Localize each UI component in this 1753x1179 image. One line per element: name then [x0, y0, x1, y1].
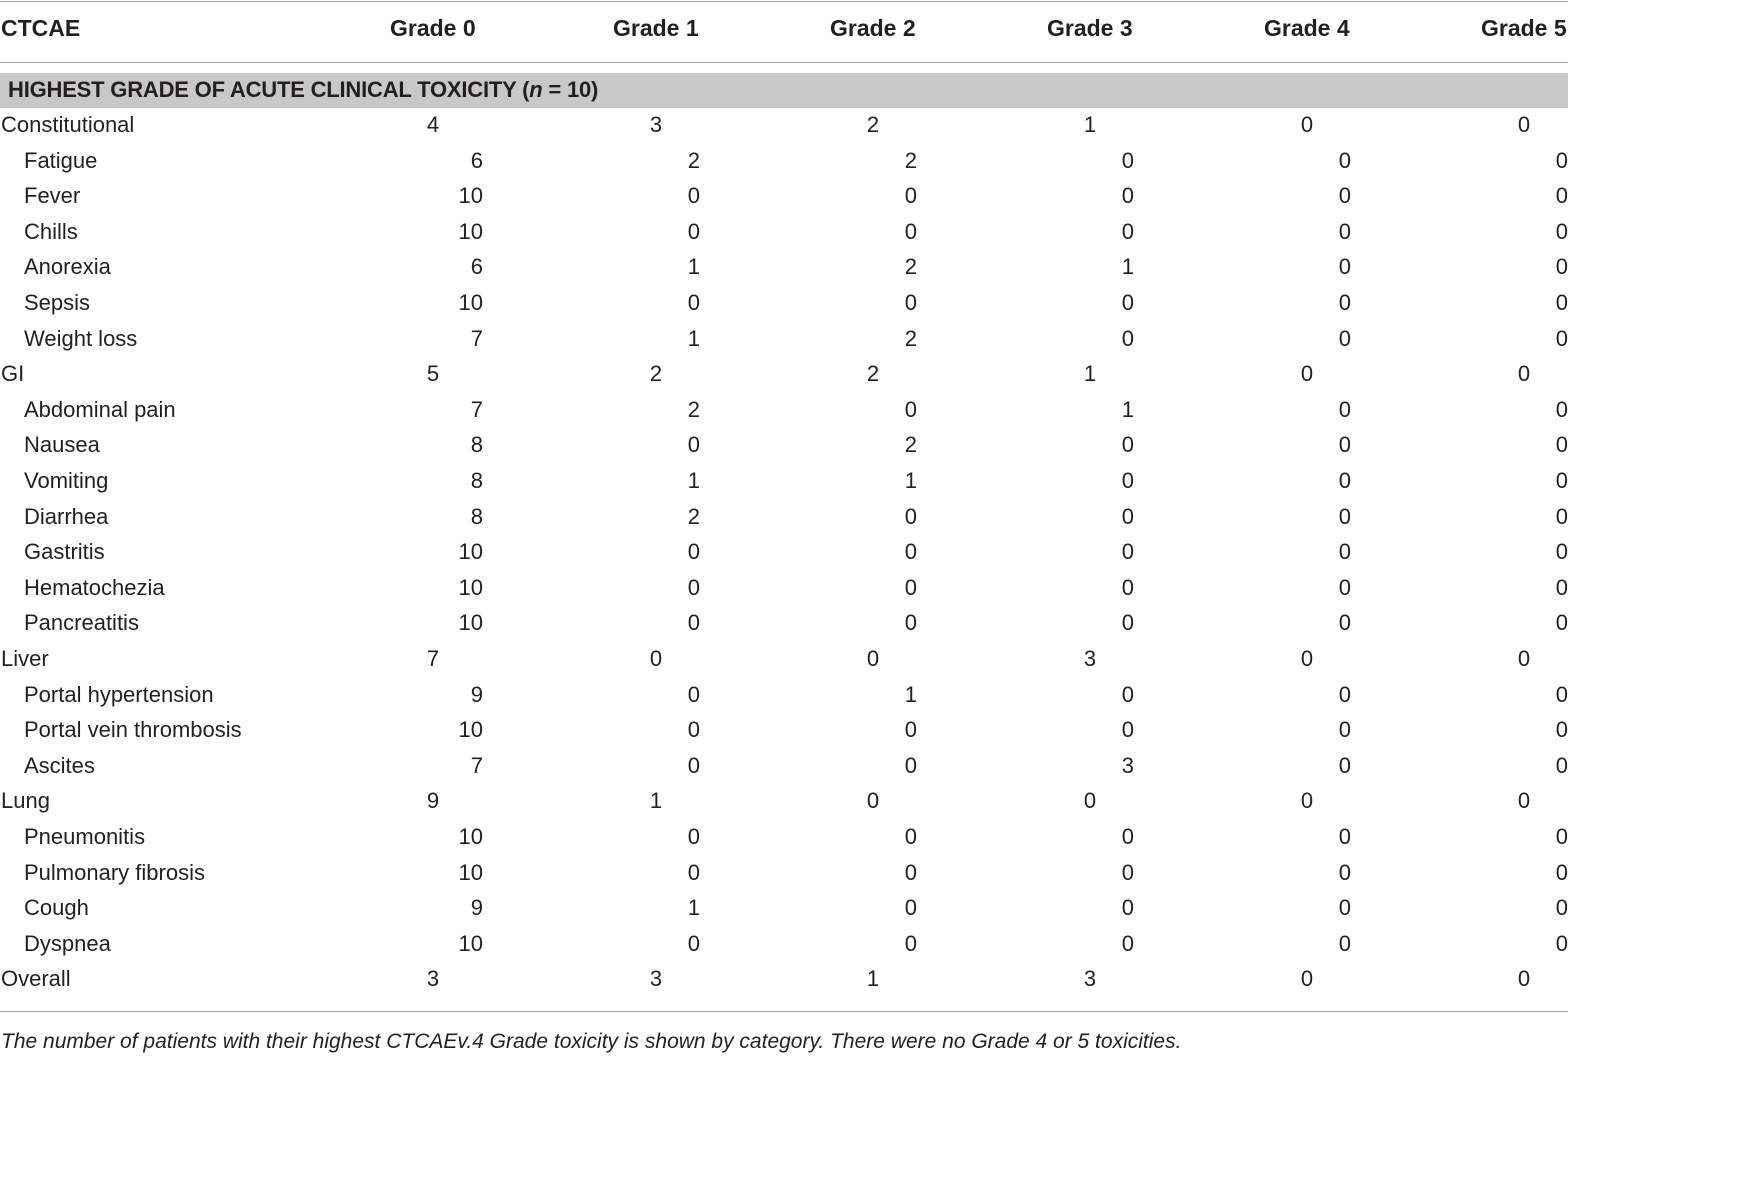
- cell-grade-3: 1: [1083, 361, 1097, 387]
- table-row: [0, 678, 1568, 714]
- cell-grade-5: 0: [1555, 254, 1568, 280]
- cell-grade-0: 3: [426, 966, 440, 992]
- cell-grade-1: 1: [687, 895, 700, 921]
- cell-grade-3: 0: [1121, 681, 1134, 707]
- cell-grade-5: 0: [1555, 325, 1568, 351]
- cell-grade-3: 0: [1121, 930, 1134, 956]
- table-row: [0, 393, 1568, 429]
- cell-grade-0: 6: [470, 254, 483, 280]
- section-n-variable: n: [529, 77, 543, 102]
- table-row: [0, 927, 1568, 963]
- cell-grade-1: 1: [687, 254, 700, 280]
- cell-grade-0: 10: [458, 717, 483, 743]
- row-label: Pneumonitis: [24, 824, 146, 849]
- row-label: Dyspnea: [24, 930, 111, 956]
- cell-grade-2: 0: [904, 183, 917, 209]
- cell-grade-3: 0: [1121, 503, 1134, 529]
- cell-grade-2: 1: [866, 966, 880, 992]
- row-label: Hematochezia: [24, 574, 165, 600]
- header-ctcae: CTCAE: [1, 15, 81, 41]
- cell-grade-1: 2: [687, 396, 700, 422]
- cell-grade-1: 3: [649, 966, 663, 992]
- cell-grade-2: 2: [866, 112, 880, 137]
- row-label: Abdominal pain: [24, 396, 176, 422]
- cell-grade-5: 0: [1555, 218, 1568, 244]
- cell-grade-3: 0: [1121, 325, 1134, 351]
- cell-grade-0: 5: [426, 361, 440, 387]
- cell-grade-3: 1: [1121, 396, 1134, 422]
- cell-grade-1: 0: [687, 183, 700, 209]
- table-header-row: [0, 0, 1568, 60]
- row-label: Gastritis: [24, 539, 105, 565]
- cell-grade-0: 10: [458, 290, 483, 315]
- table-row: [0, 713, 1568, 749]
- cell-grade-0: 9: [470, 895, 483, 921]
- table-row: [0, 606, 1568, 642]
- cell-grade-1: 0: [687, 824, 700, 849]
- row-label: Overall: [1, 966, 71, 992]
- cell-grade-4: 0: [1300, 788, 1314, 814]
- cell-grade-2: 0: [904, 218, 917, 244]
- cell-grade-2: 1: [904, 468, 917, 493]
- cell-grade-1: 0: [687, 432, 700, 458]
- cell-grade-2: 0: [904, 610, 917, 636]
- cell-grade-5: 0: [1517, 112, 1531, 137]
- cell-grade-5: 0: [1555, 183, 1568, 209]
- cell-grade-4: 0: [1338, 895, 1351, 921]
- cell-grade-3: 0: [1121, 610, 1134, 636]
- table-row: [0, 535, 1568, 571]
- table-row: [0, 500, 1568, 536]
- cell-grade-0: 7: [470, 325, 483, 351]
- cell-grade-2: 0: [904, 859, 917, 885]
- row-label: Fever: [24, 183, 81, 209]
- cell-grade-3: 1: [1083, 112, 1097, 137]
- cell-grade-1: 0: [687, 290, 700, 315]
- table-row: [0, 286, 1568, 322]
- header-grade-5: Grade 5: [1481, 15, 1567, 41]
- cell-grade-4: 0: [1338, 183, 1351, 209]
- cell-grade-1: 2: [687, 147, 700, 173]
- table-row: [0, 144, 1568, 180]
- header-grade-4: Grade 4: [1264, 15, 1350, 41]
- cell-grade-3: 3: [1121, 752, 1134, 778]
- cell-grade-0: 8: [470, 468, 483, 493]
- cell-grade-0: 10: [458, 539, 483, 565]
- cell-grade-5: 0: [1555, 752, 1568, 778]
- row-label: Liver: [1, 646, 49, 671]
- cell-grade-5: 0: [1555, 468, 1568, 493]
- cell-grade-4: 0: [1338, 218, 1351, 244]
- cell-grade-1: 0: [687, 610, 700, 636]
- cell-grade-4: 0: [1338, 752, 1351, 778]
- cell-grade-2: 0: [866, 788, 880, 814]
- cell-grade-1: 3: [649, 112, 663, 137]
- cell-grade-1: 0: [687, 539, 700, 565]
- cell-grade-5: 0: [1555, 824, 1568, 849]
- cell-grade-0: 10: [458, 610, 483, 636]
- cell-grade-0: 9: [426, 788, 440, 814]
- cell-grade-3: 3: [1083, 966, 1097, 992]
- cell-grade-2: 2: [904, 325, 917, 351]
- section-title: [8, 77, 598, 103]
- cell-grade-2: 0: [904, 895, 917, 921]
- table-row: [0, 962, 1568, 998]
- table-row: [0, 749, 1568, 785]
- row-label: GI: [1, 361, 25, 387]
- cell-grade-2: 0: [904, 930, 917, 956]
- table-row: [0, 179, 1568, 215]
- cell-grade-4: 0: [1338, 610, 1351, 636]
- cell-grade-0: 9: [470, 681, 483, 707]
- cell-grade-2: 2: [904, 147, 917, 173]
- footnote-rule: [0, 1011, 1568, 1012]
- row-label: Weight loss: [24, 325, 138, 351]
- row-label: Cough: [24, 895, 89, 921]
- row-label: Pancreatitis: [24, 610, 139, 636]
- cell-grade-4: 0: [1338, 325, 1351, 351]
- table-row: [0, 250, 1568, 286]
- cell-grade-3: 0: [1121, 824, 1134, 849]
- cell-grade-4: 0: [1300, 646, 1314, 671]
- table-row: [0, 357, 1568, 393]
- table-row: [0, 428, 1568, 464]
- cell-grade-1: 0: [687, 574, 700, 600]
- cell-grade-1: 0: [649, 646, 663, 671]
- cell-grade-2: 1: [904, 681, 917, 707]
- header-bottom-rule: [0, 62, 1568, 63]
- cell-grade-1: 1: [687, 325, 700, 351]
- cell-grade-0: 8: [470, 432, 483, 458]
- cell-grade-5: 0: [1555, 681, 1568, 707]
- row-label: Chills: [24, 218, 78, 244]
- table-row: [0, 891, 1568, 927]
- cell-grade-3: 0: [1121, 895, 1134, 921]
- row-label: Sepsis: [24, 290, 91, 315]
- cell-grade-3: 1: [1121, 254, 1134, 280]
- cell-grade-1: 0: [687, 218, 700, 244]
- cell-grade-3: 0: [1121, 468, 1134, 493]
- cell-grade-0: 4: [426, 112, 440, 137]
- cell-grade-2: 0: [866, 646, 880, 671]
- cell-grade-0: 7: [470, 752, 483, 778]
- cell-grade-1: 0: [687, 859, 700, 885]
- cell-grade-2: 0: [904, 717, 917, 743]
- cell-grade-0: 10: [458, 183, 483, 209]
- cell-grade-3: 0: [1121, 218, 1134, 244]
- cell-grade-4: 0: [1338, 147, 1351, 173]
- cell-grade-2: 0: [904, 574, 917, 600]
- cell-grade-2: 0: [904, 503, 917, 529]
- cell-grade-0: 10: [458, 859, 483, 885]
- table-row: [0, 215, 1568, 251]
- cell-grade-4: 0: [1300, 112, 1314, 137]
- row-label: Portal hypertension: [24, 681, 214, 707]
- cell-grade-5: 0: [1517, 788, 1531, 814]
- row-label: Constitutional: [1, 112, 135, 137]
- cell-grade-0: 10: [458, 218, 483, 244]
- cell-grade-2: 0: [904, 824, 917, 849]
- cell-grade-3: 0: [1121, 290, 1134, 315]
- cell-grade-2: 0: [904, 752, 917, 778]
- cell-grade-4: 0: [1300, 361, 1314, 387]
- cell-grade-3: 0: [1121, 147, 1134, 173]
- cell-grade-2: 0: [904, 396, 917, 422]
- cell-grade-4: 0: [1338, 681, 1351, 707]
- table-row: [0, 784, 1568, 820]
- row-label: Fatigue: [24, 147, 98, 173]
- cell-grade-4: 0: [1338, 859, 1351, 885]
- table-row: [0, 856, 1568, 892]
- table-footnote: The number of patients with their highest CTCAEv.4 Grade toxicity is shown by category. There were no Grade 4 or 5 toxicities.: [1, 1030, 1182, 1053]
- header-grade-1: Grade 1: [613, 15, 699, 41]
- cell-grade-4: 0: [1338, 574, 1351, 600]
- section-title-text: HIGHEST GRADE OF ACUTE CLINICAL TOXICITY (: [8, 77, 530, 102]
- cell-grade-1: 0: [687, 930, 700, 956]
- cell-grade-5: 0: [1555, 503, 1568, 529]
- row-label: Nausea: [24, 432, 100, 458]
- header-grade-2: Grade 2: [830, 15, 916, 41]
- cell-grade-4: 0: [1338, 824, 1351, 849]
- cell-grade-5: 0: [1555, 610, 1568, 636]
- section-n-value: = 10): [542, 77, 599, 102]
- cell-grade-0: 7: [470, 396, 483, 422]
- cell-grade-0: 7: [426, 646, 440, 671]
- cell-grade-1: 0: [687, 681, 700, 707]
- cell-grade-1: 2: [649, 361, 663, 387]
- cell-grade-4: 0: [1300, 966, 1314, 992]
- cell-grade-2: 0: [904, 290, 917, 315]
- cell-grade-4: 0: [1338, 930, 1351, 956]
- cell-grade-2: 2: [866, 361, 880, 387]
- table-row: [0, 322, 1568, 358]
- cell-grade-5: 0: [1555, 290, 1568, 315]
- row-label: Portal vein thrombosis: [24, 717, 242, 743]
- row-label: Ascites: [24, 752, 95, 778]
- cell-grade-5: 0: [1555, 859, 1568, 885]
- cell-grade-5: 0: [1555, 895, 1568, 921]
- cell-grade-1: 1: [649, 788, 663, 814]
- cell-grade-4: 0: [1338, 468, 1351, 493]
- cell-grade-3: 0: [1121, 859, 1134, 885]
- cell-grade-1: 0: [687, 717, 700, 743]
- cell-grade-5: 0: [1555, 930, 1568, 956]
- cell-grade-0: 10: [458, 824, 483, 849]
- cell-grade-0: 10: [458, 574, 483, 600]
- cell-grade-2: 2: [904, 254, 917, 280]
- header-grade-3: Grade 3: [1047, 15, 1133, 41]
- section-header-band: [0, 73, 1568, 108]
- cell-grade-0: 6: [470, 147, 483, 173]
- cell-grade-5: 0: [1517, 361, 1531, 387]
- row-label: Diarrhea: [24, 503, 109, 529]
- cell-grade-1: 2: [687, 503, 700, 529]
- cell-grade-4: 0: [1338, 254, 1351, 280]
- row-label: Pulmonary fibrosis: [24, 859, 205, 885]
- cell-grade-3: 3: [1083, 646, 1097, 671]
- cell-grade-5: 0: [1555, 432, 1568, 458]
- cell-grade-5: 0: [1555, 574, 1568, 600]
- cell-grade-4: 0: [1338, 290, 1351, 315]
- cell-grade-3: 0: [1121, 183, 1134, 209]
- cell-grade-4: 0: [1338, 503, 1351, 529]
- cell-grade-4: 0: [1338, 432, 1351, 458]
- cell-grade-2: 2: [904, 432, 917, 458]
- table-row: [0, 571, 1568, 607]
- cell-grade-5: 0: [1555, 396, 1568, 422]
- table-row: [0, 108, 1568, 144]
- cell-grade-1: 0: [687, 752, 700, 778]
- cell-grade-5: 0: [1517, 646, 1531, 671]
- cell-grade-4: 0: [1338, 396, 1351, 422]
- cell-grade-3: 0: [1121, 432, 1134, 458]
- cell-grade-5: 0: [1555, 717, 1568, 743]
- cell-grade-3: 0: [1121, 574, 1134, 600]
- table-row: [0, 642, 1568, 678]
- cell-grade-4: 0: [1338, 539, 1351, 565]
- cell-grade-5: 0: [1555, 147, 1568, 173]
- cell-grade-2: 0: [904, 539, 917, 565]
- cell-grade-1: 1: [687, 468, 700, 493]
- row-label: Vomiting: [24, 468, 109, 493]
- cell-grade-0: 8: [470, 503, 483, 529]
- cell-grade-5: 0: [1517, 966, 1531, 992]
- cell-grade-0: 10: [458, 930, 483, 956]
- cell-grade-3: 0: [1121, 717, 1134, 743]
- row-label: Lung: [1, 788, 50, 814]
- cell-grade-3: 0: [1121, 539, 1134, 565]
- table-row: [0, 820, 1568, 856]
- table-row: [0, 464, 1568, 500]
- row-label: Anorexia: [24, 254, 111, 280]
- cell-grade-5: 0: [1555, 539, 1568, 565]
- cell-grade-4: 0: [1338, 717, 1351, 743]
- header-grade-0: Grade 0: [390, 15, 476, 41]
- cell-grade-3: 0: [1083, 788, 1097, 814]
